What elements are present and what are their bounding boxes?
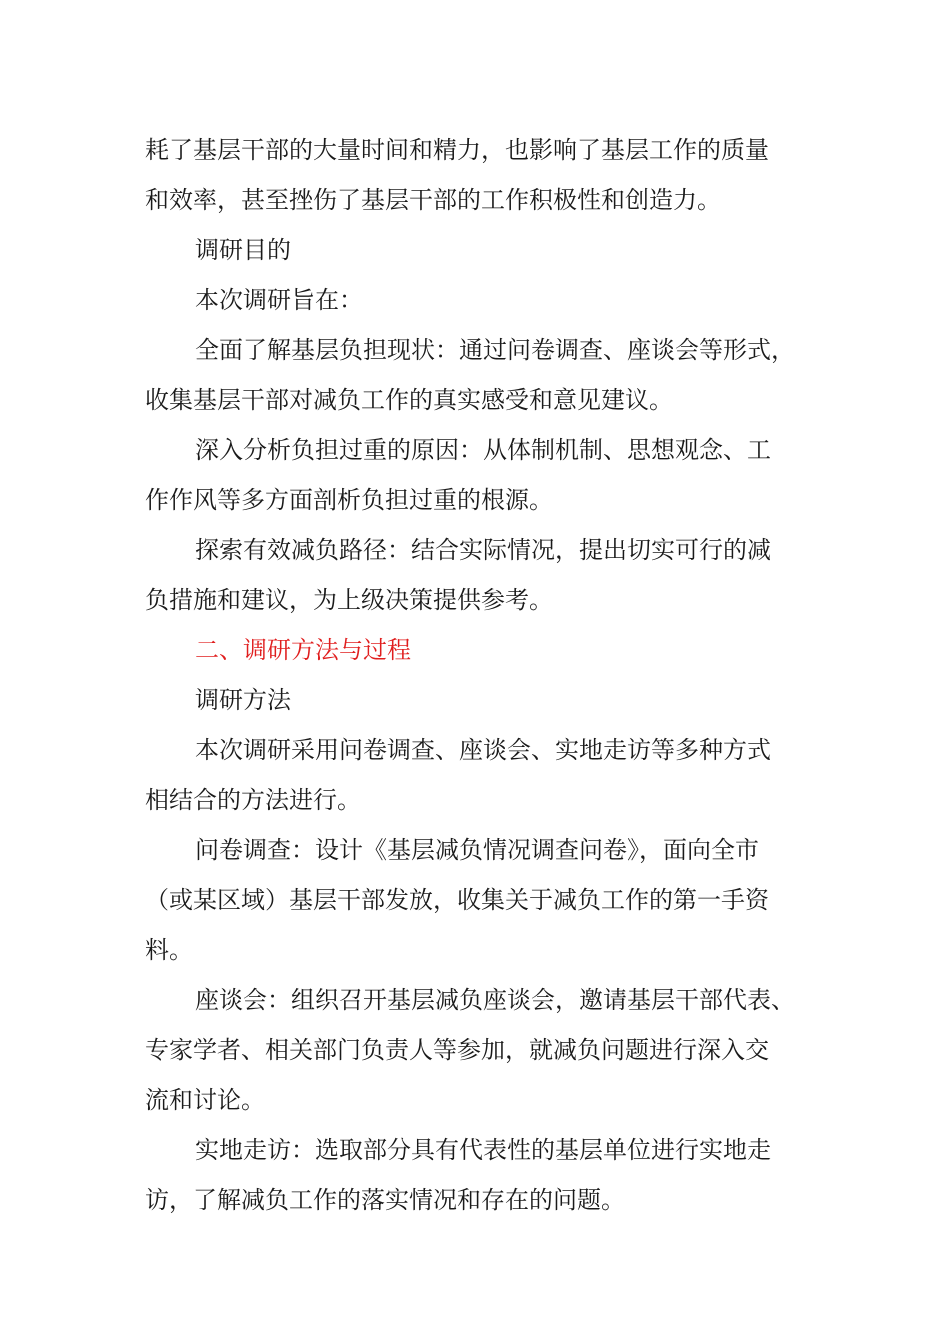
section-heading: 二、调研方法与过程	[195, 636, 411, 664]
paragraph-line: （或某区域）基层干部发放，收集关于减负工作的第一手资	[145, 886, 769, 914]
paragraph-line: 探索有效减负路径：结合实际情况，提出切实可行的减	[195, 536, 771, 564]
paragraph-line: 座谈会：组织召开基层减负座谈会，邀请基层干部代表、	[195, 986, 795, 1014]
paragraph-line: 相结合的方法进行。	[145, 786, 361, 814]
paragraph-line: 收集基层干部对减负工作的真实感受和意见建议。	[145, 386, 673, 414]
paragraph-line: 专家学者、相关部门负责人等参加，就减负问题进行深入交	[145, 1036, 769, 1064]
paragraph-line: 料。	[145, 936, 193, 964]
paragraph-line: 耗了基层干部的大量时间和精力，也影响了基层工作的质量	[145, 136, 769, 164]
paragraph-line: 实地走访：选取部分具有代表性的基层单位进行实地走	[195, 1136, 771, 1164]
paragraph-line: 深入分析负担过重的原因：从体制机制、思想观念、工	[195, 436, 771, 464]
paragraph-line: 问卷调查：设计《基层减负情况调查问卷》，面向全市	[195, 836, 759, 864]
paragraph-line: 负措施和建议，为上级决策提供参考。	[145, 586, 553, 614]
paragraph-line: 本次调研旨在：	[195, 286, 363, 314]
paragraph-line: 和效率，甚至挫伤了基层干部的工作积极性和创造力。	[145, 186, 721, 214]
paragraph-line: 本次调研采用问卷调查、座谈会、实地走访等多种方式	[195, 736, 771, 764]
paragraph-line: 全面了解基层负担现状：通过问卷调查、座谈会等形式，	[195, 336, 795, 364]
paragraph-line: 流和讨论。	[145, 1086, 265, 1114]
section-subtitle: 调研方法	[195, 686, 291, 714]
paragraph-line: 作作风等多方面剖析负担过重的根源。	[145, 486, 553, 514]
section-subtitle: 调研目的	[195, 236, 291, 264]
paragraph-line: 访，了解减负工作的落实情况和存在的问题。	[145, 1186, 625, 1214]
